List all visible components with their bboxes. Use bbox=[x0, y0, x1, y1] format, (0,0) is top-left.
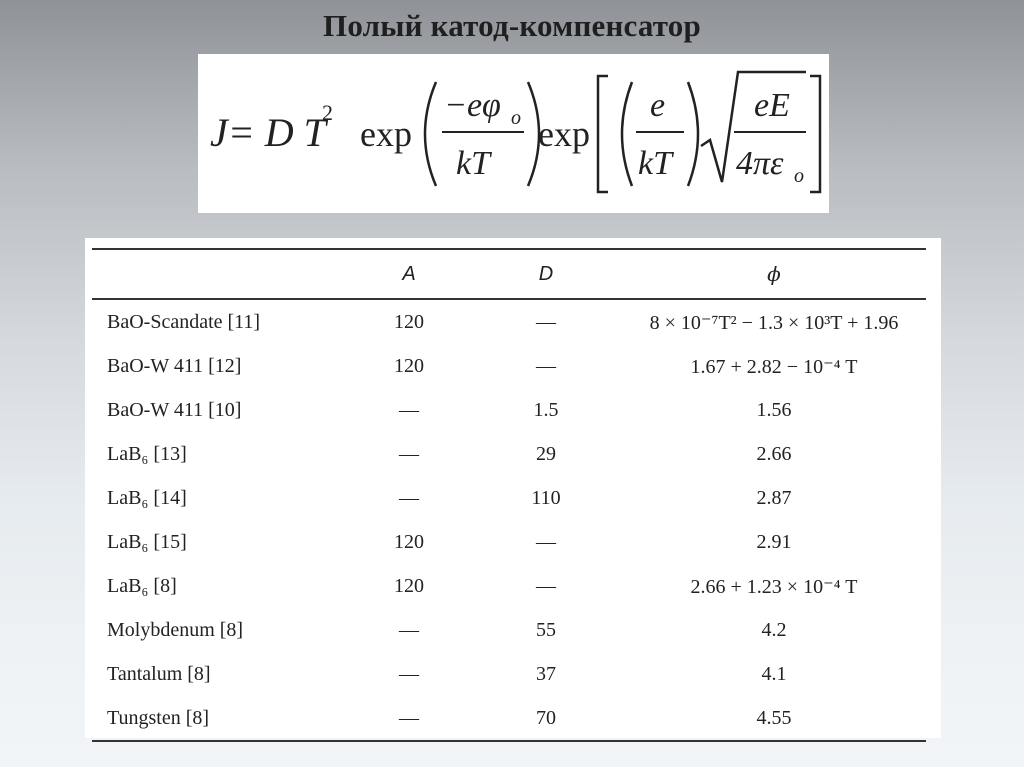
frac1-den: kT bbox=[456, 145, 490, 182]
cell-d: — bbox=[536, 310, 556, 333]
cell-a: 120 bbox=[394, 574, 424, 597]
header-name bbox=[92, 249, 348, 299]
cell-d: 70 bbox=[536, 706, 556, 729]
cell-name: Tantalum [8] bbox=[107, 662, 211, 685]
bracket-right bbox=[810, 76, 820, 192]
cell-name: BaO-W 411 [10] bbox=[107, 398, 242, 421]
cell-a: — bbox=[399, 442, 419, 465]
cell-a: 120 bbox=[394, 354, 424, 377]
frac3-den: 4πε bbox=[736, 145, 784, 182]
cell-d: — bbox=[536, 574, 556, 597]
bracket-left bbox=[598, 76, 608, 192]
cell-a: 120 bbox=[394, 530, 424, 553]
slide-title: Полый катод-компенсатор bbox=[323, 8, 701, 43]
cell-phi: 2.87 bbox=[756, 486, 792, 509]
cell-d: — bbox=[536, 530, 556, 553]
table-row bbox=[92, 299, 926, 344]
header-a: A bbox=[402, 262, 416, 285]
cell-a: — bbox=[399, 662, 419, 685]
cell-name: Tungsten [8] bbox=[107, 706, 210, 729]
frac1-sub: o bbox=[511, 107, 521, 129]
cell-name: LaB₆ [15] bbox=[107, 530, 187, 553]
frac2-den: kT bbox=[638, 145, 672, 182]
cell-a: — bbox=[399, 486, 419, 509]
cell-name: LaB₆ [8] bbox=[107, 574, 177, 597]
formula-lhs: J= D T bbox=[210, 110, 326, 155]
table-row bbox=[92, 652, 926, 696]
cell-phi: 2.91 bbox=[756, 530, 792, 553]
cell-name: BaO-W 411 [12] bbox=[107, 354, 242, 377]
cell-a: — bbox=[399, 706, 419, 729]
table-row bbox=[92, 344, 926, 388]
cell-phi: 2.66 bbox=[756, 442, 792, 465]
cell-name: LaB₆ [13] bbox=[107, 442, 187, 465]
table-body bbox=[92, 299, 926, 741]
cell-phi: 1.56 bbox=[756, 398, 792, 421]
table-header-row bbox=[92, 249, 926, 299]
cathode-table bbox=[92, 248, 926, 742]
cell-phi: 4.1 bbox=[761, 662, 787, 685]
table-row bbox=[92, 476, 926, 520]
cell-phi: 2.66 + 1.23 × 10⁻⁴ T bbox=[690, 575, 858, 598]
table-row bbox=[92, 388, 926, 432]
formula-power: 2 bbox=[322, 100, 333, 125]
header-d: D bbox=[538, 262, 554, 285]
formula-svg bbox=[198, 54, 829, 213]
cathode-table-panel bbox=[85, 238, 941, 738]
cell-phi: 4.55 bbox=[756, 706, 792, 729]
cell-a: 120 bbox=[394, 310, 424, 333]
paren-left-2 bbox=[622, 82, 632, 186]
table-row bbox=[92, 432, 926, 476]
paren-left-1 bbox=[425, 82, 436, 186]
header-phi: ϕ bbox=[767, 262, 781, 286]
cell-d: 110 bbox=[531, 486, 561, 509]
paren-right-2 bbox=[688, 82, 698, 186]
table-row bbox=[92, 696, 926, 741]
cell-d: 1.5 bbox=[533, 398, 559, 421]
cell-phi: 8 × 10⁻⁷T² − 1.3 × 10³T + 1.96 bbox=[649, 311, 899, 334]
table-row bbox=[92, 608, 926, 652]
cell-name: LaB₆ [14] bbox=[107, 486, 187, 509]
frac1-num: −eφ bbox=[444, 87, 501, 124]
cell-name: Molybdenum [8] bbox=[107, 618, 244, 641]
cell-phi: 4.2 bbox=[761, 618, 787, 641]
cell-phi: 1.67 + 2.82 − 10⁻⁴ T bbox=[690, 355, 858, 378]
frac2-num: e bbox=[650, 87, 666, 124]
frac3-sub: o bbox=[794, 165, 804, 187]
cell-d: 55 bbox=[536, 618, 556, 641]
cell-a: — bbox=[399, 618, 419, 641]
cell-d: 29 bbox=[536, 442, 556, 465]
cell-d: 37 bbox=[536, 662, 556, 685]
formula-exp-1: exp bbox=[360, 114, 412, 154]
formula-exp-2: exp bbox=[538, 114, 590, 154]
cell-name: BaO-Scandate [11] bbox=[107, 310, 261, 333]
cell-a: — bbox=[399, 398, 419, 421]
table-row bbox=[92, 564, 926, 608]
formula-image bbox=[198, 54, 829, 213]
table-row bbox=[92, 520, 926, 564]
frac3-num: eE bbox=[754, 87, 790, 124]
cell-d: — bbox=[536, 354, 556, 377]
